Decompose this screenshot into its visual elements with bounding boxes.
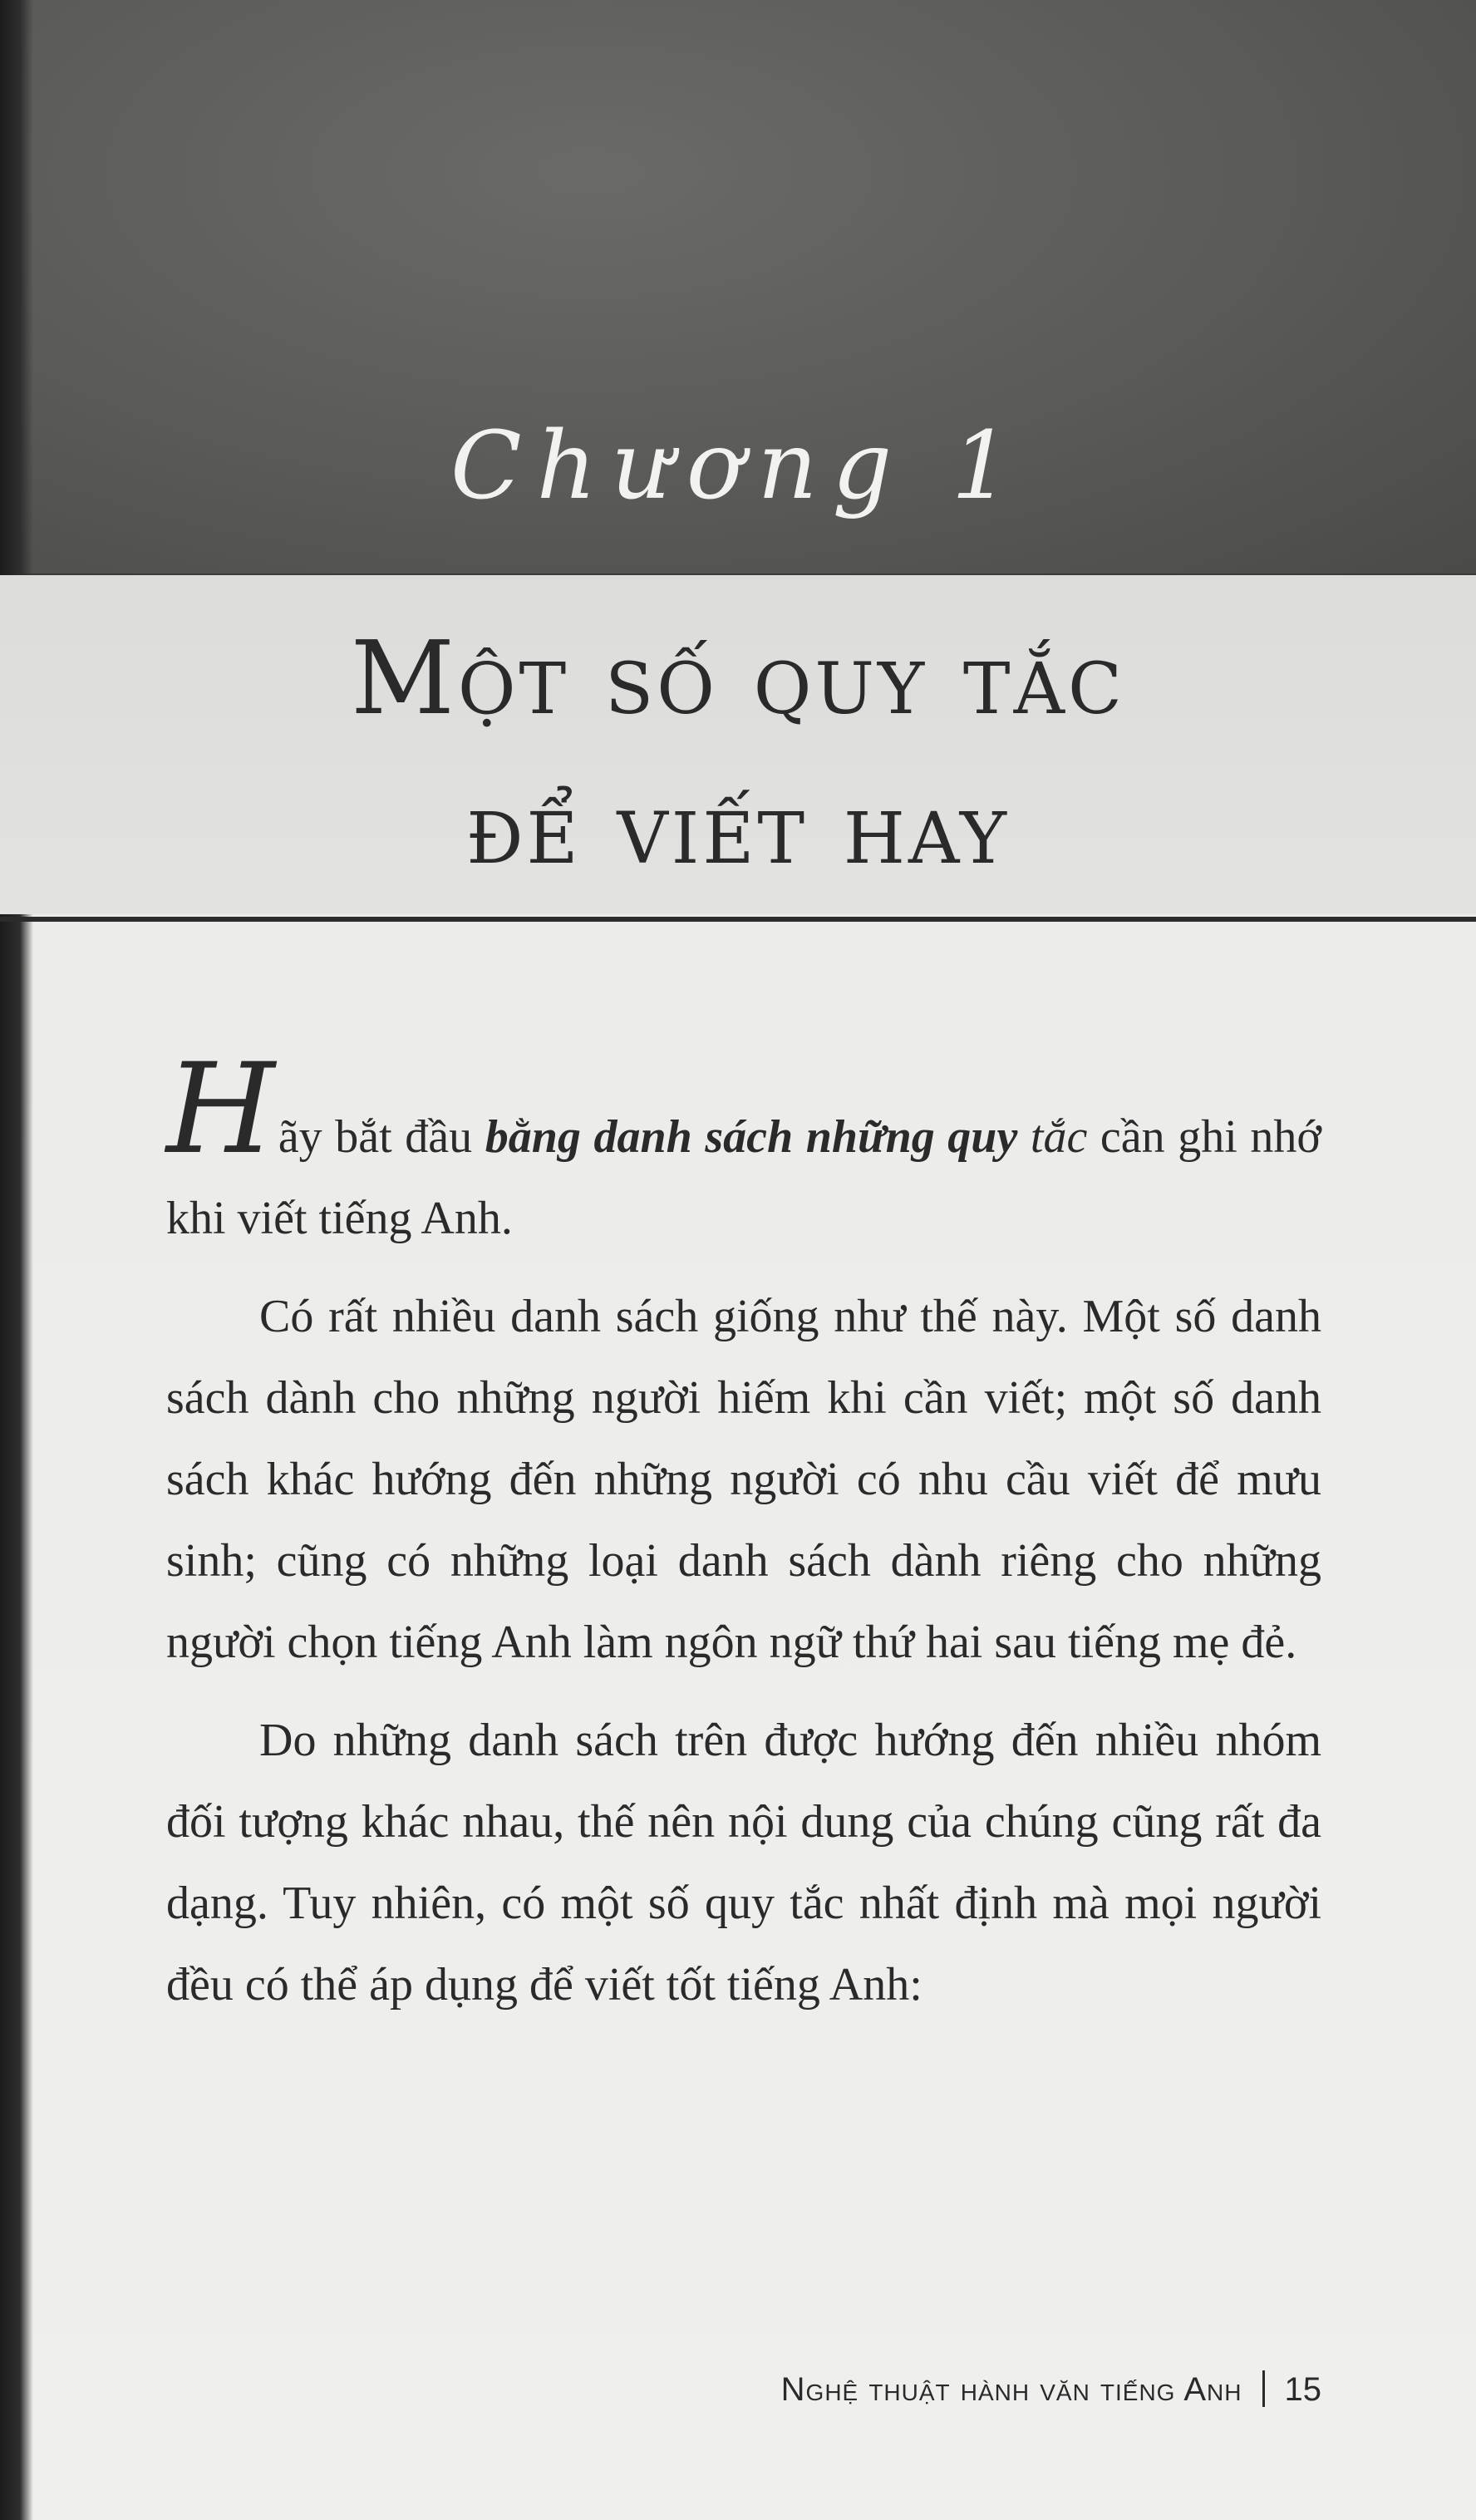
paragraph-1-start: ãy bắt đầu <box>278 1111 485 1163</box>
paragraph-1-emphasis-end: tắc <box>1030 1111 1088 1163</box>
paragraph-1-emphasis: bằng danh sách những quy <box>485 1111 1018 1163</box>
chapter-title-line-1: Một số quy tắc <box>350 619 1126 737</box>
body-text <box>166 1037 1321 2042</box>
title-divider <box>0 917 1476 922</box>
page-footer <box>0 2370 1321 2407</box>
paragraph-2: Có rất nhiều danh sách giống như thế này. Một số danh sách dành cho những người hiếm khi cần viết; một số danh sách khác hướng đến những người có nhu cầu viết để mưu sinh; cũng có những loại danh sách dành riêng cho những người chọn tiếng Anh làm ngôn ngữ thứ hai sau tiếng mẹ đẻ. <box>166 1291 1321 1668</box>
chapter-title-line-2: để viết hay <box>465 769 1011 887</box>
page-number: 15 <box>1284 2371 1321 2408</box>
paragraph-1-end: cần ghi nhớ khi viết tiếng Anh. <box>166 1111 1321 1244</box>
running-title: Nghệ thuật hành văn tiếng Anh <box>780 2371 1242 2408</box>
paragraph-3: Do những danh sách trên được hướng đến nhiều nhóm đối tượng khác nhau, thế nên nội dung của chúng cũng rất đa dạng. Tuy nhiên, có một số quy tắc nhất định mà mọi người đều có thể áp dụng để viết tốt tiếng Anh: <box>166 1715 1321 2011</box>
footer-separator <box>1262 2370 1265 2407</box>
drop-cap: H <box>166 1037 275 1182</box>
chapter-label: Chương 1 <box>450 412 1026 520</box>
paragraph-1 <box>166 1037 1321 1259</box>
spine-shadow <box>0 0 33 2520</box>
